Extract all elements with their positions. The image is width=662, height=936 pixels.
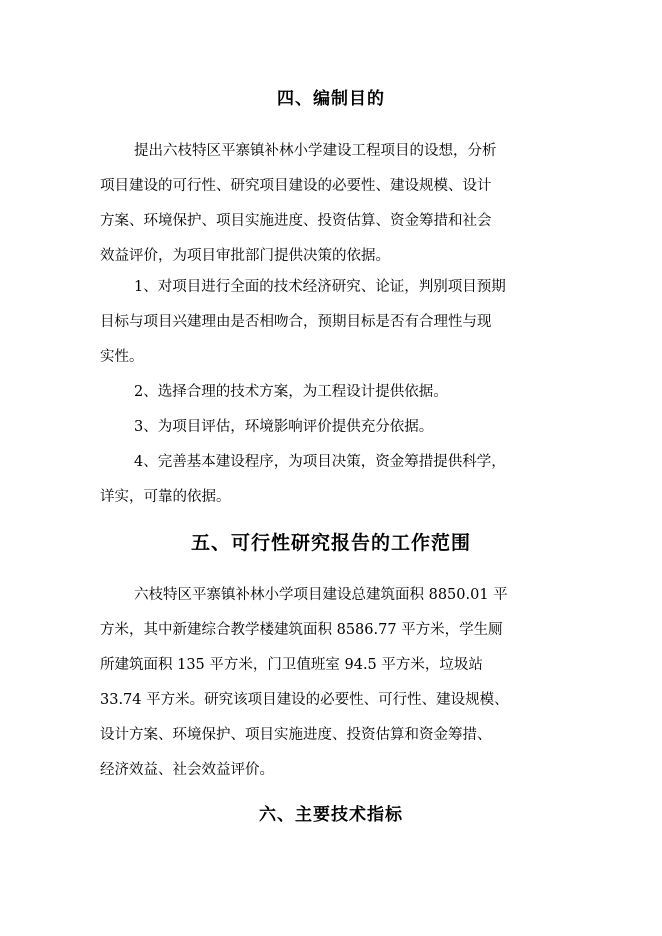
section-4-item-4 (100, 445, 566, 515)
paragraph-line: 方案、环境保护、项目实施进度、投资估算、资金筹措和社会 (100, 213, 492, 229)
section-5-paragraph (100, 578, 566, 788)
section-4-item-2 (100, 375, 566, 410)
paragraph-line: 目标与项目兴建理由是否相吻合，预期目标是否有合理性与现 (100, 314, 492, 330)
paragraph-line: 六枝特区平寨镇补林小学项目建设总建筑面积 8850.01 平 (134, 587, 508, 603)
paragraph-line: 效益评价，为项目审批部门提供决策的依据。 (100, 248, 390, 264)
paragraph-line: 经济效益、社会效益评价。 (100, 762, 274, 778)
section-5-heading: 五、可行性研究报告的工作范围 (190, 532, 471, 554)
paragraph-line: 4、完善基本建设程序，为项目决策，资金筹措提供科学， (134, 454, 506, 470)
section-4-heading: 四、编制目的 (277, 89, 385, 109)
paragraph-line: 详实，可靠的依据。 (100, 489, 231, 505)
section-4-item-3 (100, 410, 566, 445)
paragraph-line: 3、为项目评估，环境影响评价提供充分依据。 (134, 419, 434, 435)
paragraph-line: 所建筑面积 135 平方米，门卫值班室 94.5 平方米，垃圾站 (100, 657, 483, 673)
paragraph-line: 提出六枝特区平寨镇补林小学建设工程项目的设想，分析 (134, 143, 497, 159)
section-4-intro-paragraph (100, 134, 566, 274)
paragraph-line: 1、对项目进行全面的技术经济研究、论证，判别项目预期 (134, 279, 506, 295)
section-6-heading: 六、主要技术指标 (259, 805, 403, 825)
paragraph-line: 实性。 (100, 349, 144, 365)
section-4-item-1 (100, 270, 566, 375)
paragraph-line: 方米，其中新建综合教学楼建筑面积 8586.77 平方米，学生厕 (100, 622, 503, 638)
paragraph-line: 33.74 平方米。研究该项目建设的必要性、可行性、建设规模、 (100, 692, 509, 708)
paragraph-line: 设计方案、环境保护、项目实施进度、投资估算和资金筹措、 (100, 727, 492, 743)
paragraph-line: 2、选择合理的技术方案，为工程设计提供依据。 (134, 384, 448, 400)
paragraph-line: 项目建设的可行性、研究项目建设的必要性、建设规模、设计 (100, 178, 492, 194)
